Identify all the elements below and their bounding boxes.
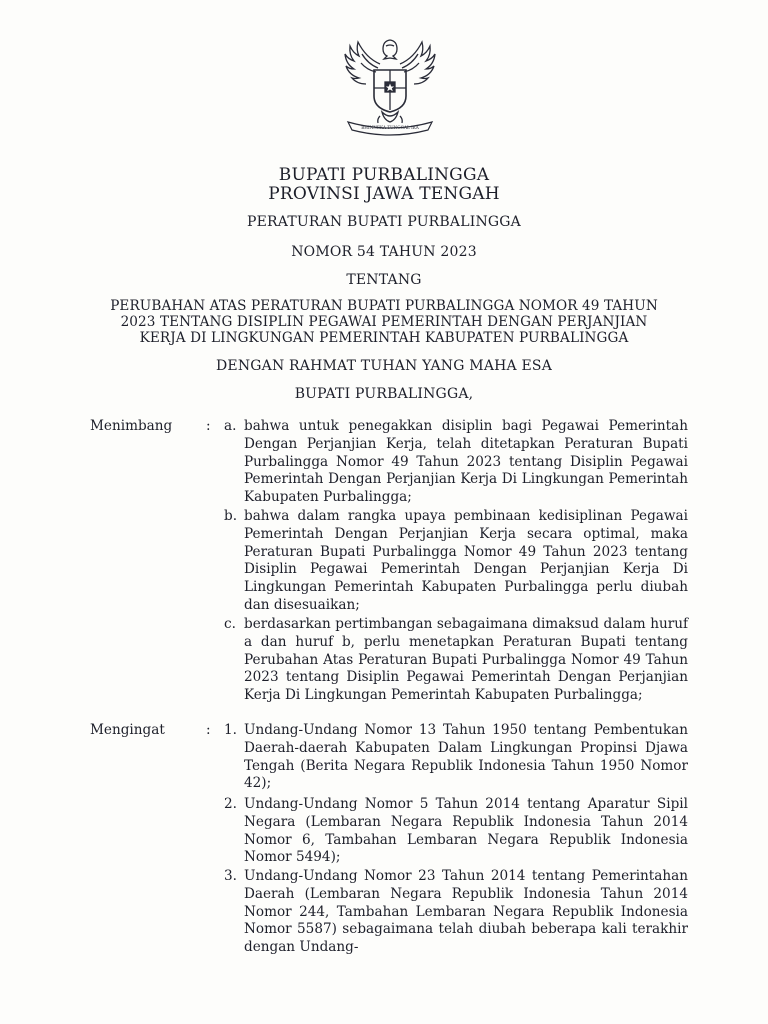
mengingat-item-2 [224, 796, 688, 867]
mengingat-colon: : [206, 722, 211, 738]
office-title-line1: BUPATI PURBALINGGA [278, 165, 490, 185]
menimbang-item-a [224, 418, 688, 507]
menimbang-label: Menimbang [90, 418, 173, 434]
mengingat-item-1 [224, 722, 688, 793]
blessing-line: DENGAN RAHMAT TUHAN YANG MAHA ESA [215, 358, 553, 374]
garuda-emblem-icon [330, 30, 450, 142]
issuer-line: BUPATI PURBALINGGA, [294, 386, 474, 402]
item-text: bahwa dalam rangka upaya pembinaan kedisiplinan Pegawai Pemerintah Dengan Perjanjian Kerja secara optimal, maka Peraturan Bupati Purbalingga Nomor 49 Tahun 2023 tentang Disiplin Pegawai Pemerintah Dengan Perjanjian Kerja Di Lingkungan Pemerintah Kabupaten Purbalingga perlu diubah dan disesuaikan; [244, 508, 688, 613]
item-text: berdasarkan pertimbangan sebagaimana dimaksud dalam huruf a dan huruf b, perlu menetapkan Peraturan Bupati tentang Perubahan Atas Peraturan Bupati Purbalingga Nomor 49 Tahun 2023 tentang Disiplin Pegawai Pemerintah Dengan Perjanjian Kerja Di Lingkungan Pemerintah Kabupaten Purbalingga; [244, 616, 688, 704]
item-text: Undang-Undang Nomor 13 Tahun 1950 tentang Pembentukan Daerah-daerah Kabupaten Dalam Lingkungan Propinsi Djawa Tengah (Berita Negara Republik Indonesia Tahun 1950 Nomor 42); [244, 722, 688, 792]
subject-line3: KERJA DI LINGKUNGAN PEMERINTAH KABUPATEN PURBALINGGA [139, 330, 629, 346]
item-marker: a. [224, 418, 237, 434]
mengingat-item-3 [224, 868, 688, 957]
subject-line1: PERUBAHAN ATAS PERATURAN BUPATI PURBALINGGA NOMOR 49 TAHUN [110, 298, 658, 314]
subject-line2: 2023 TENTANG DISIPLIN PEGAWAI PEMERINTAH DENGAN PERJANJIAN [120, 314, 648, 330]
item-marker: 2. [224, 796, 237, 812]
mengingat-label: Mengingat [90, 722, 165, 738]
menimbang-item-c [224, 616, 688, 705]
item-marker: b. [224, 508, 238, 524]
regulation-type: PERATURAN BUPATI PURBALINGGA [247, 214, 521, 230]
item-text: bahwa untuk penegakkan disiplin bagi Pegawai Pemerintah Dengan Perjanjian Kerja, telah ditetapkan Peraturan Bupati Purbalingga Nomor 49 Tahun 2023 tentang Disiplin Pegawai Pemerintah Dengan Perjanjian Kerja Di Lingkungan Pemerintah Kabupaten Purbalingga; [244, 418, 688, 506]
item-marker: 3. [224, 868, 237, 884]
regulation-number: NOMOR 54 TAHUN 2023 [291, 244, 477, 260]
menimbang-colon: : [206, 418, 211, 434]
office-title-line2: PROVINSI JAWA TENGAH [268, 184, 500, 204]
item-marker: c. [224, 616, 236, 632]
item-text: Undang-Undang Nomor 5 Tahun 2014 tentang Aparatur Sipil Negara (Lembaran Negara Republik Indonesia Tahun 2014 Nomor 6, Tambahan Lembaran Negara Republik Indonesia Nomor 5494); [244, 796, 688, 866]
about-heading: TENTANG [346, 272, 422, 288]
item-text: Undang-Undang Nomor 23 Tahun 2014 tentang Pemerintahan Daerah (Lembaran Negara Republik Indonesia Tahun 2014 Nomor 244, Tambahan Lembaran Negara Republik Indonesia Nomor 5587) sebagaimana telah diubah beberapa kali terakhir dengan Undang- [244, 868, 688, 956]
menimbang-item-b [224, 508, 688, 615]
emblem-ribbon-text: BHINNEKA TUNGGAL IKA [361, 125, 419, 130]
item-marker: 1. [224, 722, 237, 738]
